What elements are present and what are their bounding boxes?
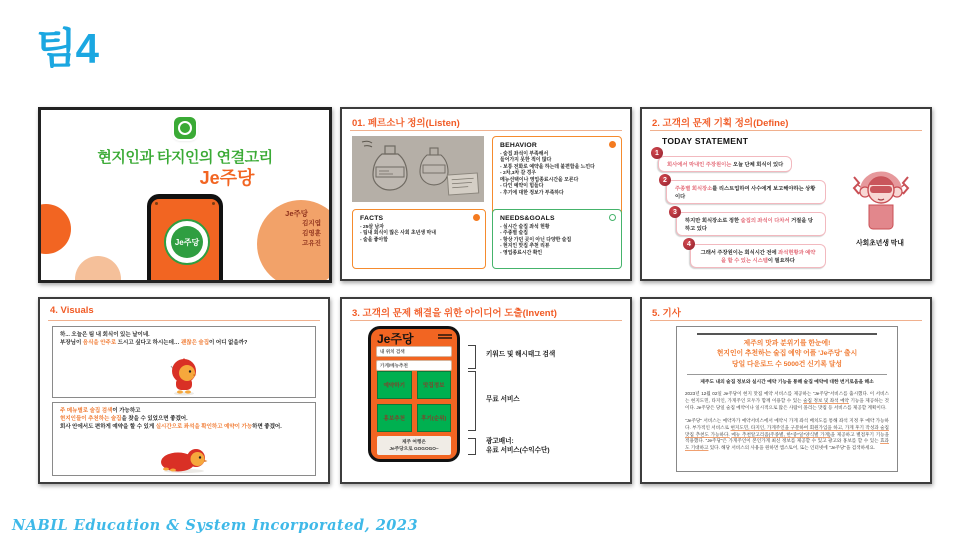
annotation-line: 유료 서비스(수익수단) [486, 447, 550, 455]
bottles-sketch-illustration [352, 136, 484, 202]
text-segment: 메뉴 추천알고리즘(주종별, 한*중*일*양식별 가게) [731, 431, 831, 437]
team-members [285, 208, 321, 249]
facts-item: - 25살 남자 [360, 225, 384, 230]
text-segment: 기능을 제공하는 것이다. Je주당은 당일 술집 예약이나 일시적으로 많은 사람이 몰리는 맛집 등 서비스를 제공할 계획이다. [685, 397, 889, 410]
text-segment: 효과도 기대하고 [685, 438, 889, 451]
heading-rule [350, 130, 622, 131]
statement-number-badge: 1 [651, 147, 663, 159]
slide-invent [340, 297, 632, 484]
app-menu-button: 맛집정보 [417, 371, 452, 399]
facts-title: FACTS [360, 215, 384, 222]
slide-define [640, 107, 932, 281]
banner-line: 제주 여행은 [402, 439, 426, 445]
needs-item: - 영업종료시간 확인 [500, 250, 543, 256]
annotation-ad-banner [486, 437, 550, 455]
visual-box-problem [52, 326, 316, 398]
article-headline [685, 339, 889, 371]
statement-box: 주종별 회식장소를 리스트업하여 사수에게 보고해야하는 상황이다 [666, 180, 826, 204]
facts-box [352, 209, 486, 269]
app-round-logo [164, 219, 210, 265]
today-statement-label: TODAY STATEMENT [662, 136, 749, 146]
behavior-box [492, 136, 622, 218]
slide-heading: 3. 고객의 문제 해결을 위한 아이디어 도출(Invent) [352, 308, 557, 319]
heading-rule [350, 320, 622, 321]
behavior-item: 메뉴선택이나 영업종료시간을 모른다 [500, 177, 579, 183]
facts-item: - 팀내 회식이 많은 사회 초년생 막내 [360, 231, 436, 237]
app-menu-button: 홍보추천 [377, 404, 412, 432]
statement-box: 하지만 회식장소로 정한 술집의 좌석이 다차서 거절을 당하고 있다 [676, 212, 826, 236]
article-rule [697, 333, 877, 335]
visual-text [60, 408, 308, 432]
needs-goals-box [492, 209, 622, 269]
camera-dot-icon [155, 202, 158, 205]
decor-circle-bottom [75, 256, 121, 283]
news-article [676, 326, 898, 472]
statement-number-badge: 3 [669, 206, 681, 218]
behavior-title: BEHAVIOR [500, 142, 537, 149]
text-segment: 현지도민, 타지인, 가게주인을 구분하여 회원가입을 하고, 가게 후기 작성과 술집 맛집 추천도 가능하다. [685, 424, 889, 437]
footer-credit: NABIL Education & System Incorporated, 2023 [12, 517, 419, 534]
heading-rule [48, 320, 320, 321]
needs-item: - 현지인 맛집 추천 리뷰 [500, 244, 550, 250]
app-title: Je주당 [377, 332, 414, 346]
text-line: 주 메뉴별로 술집 검색이 가능하고 [60, 408, 141, 414]
article-subhead: 제주도 내의 술집 정보와 실시간 예약 기능을 통해 술집 예약에 대한 번거로움을 해소 [700, 380, 874, 386]
annotation-free-service: 무료 서비스 [486, 396, 520, 403]
statement-row [655, 149, 826, 172]
annotation-line: 광고배너: [486, 438, 514, 445]
orange-dot-icon [609, 141, 616, 148]
text-line: 하... 오늘은 팀 내 회식이 있는 날이네. [60, 332, 150, 338]
slide-heading: 5. 기사 [652, 308, 681, 319]
app-logo-icon [174, 117, 196, 139]
green-ring-icon [609, 214, 616, 221]
banner-line: Je주당으로 GOGOGO~ [389, 445, 439, 451]
slide-visuals [38, 297, 330, 484]
needs-item: - 주종별 술집 [500, 231, 528, 237]
visual-text [60, 332, 308, 348]
bracket [468, 345, 476, 369]
article-headline-line: 제주의 맛과 분위기를 한눈에! [743, 339, 831, 347]
persona-sketch-photo [352, 136, 484, 202]
bracket [468, 438, 476, 455]
slide-article [640, 297, 932, 484]
facts-item: - 술을 좋아함 [360, 237, 388, 243]
slide-persona [340, 107, 632, 281]
article-paragraph [685, 391, 889, 412]
slide-heading: 01. 페르소나 정의(Listen) [352, 118, 460, 129]
search-input: 내 위치 검색 [376, 346, 452, 357]
slide-heading: 2. 고객의 문제 기획 정의(Define) [652, 118, 789, 129]
phone-screen [151, 199, 219, 283]
visual-box-needs [52, 402, 316, 476]
behavior-item: - 술집 좌석이 부족해서 [500, 152, 549, 157]
statement-number-badge: 4 [683, 238, 695, 250]
statement-box: 회사에서 막내인 주장원이는 오늘 단체 회식이 있다 [658, 156, 792, 172]
heading-rule [650, 320, 922, 321]
chick-lying-illustration [53, 446, 315, 474]
search-input: 가게/메뉴추천 [376, 360, 452, 371]
app-wireframe-screen [371, 329, 457, 459]
statement-row [687, 240, 826, 268]
text-segment: 2023년 12월 02일 Je주당이 현지 맛집 예약 서비스를 제공하는 "Je주당"서비스를 출시했다. 이 서비스는 현지도민, 타지인, 가게주인 모두가 함께 이용할 수 있는 [685, 391, 889, 403]
behavior-item: - 2차,3차 갈 경우 [500, 171, 537, 177]
behavior-item: - 후기에 대한 정보가 부족하다 [500, 190, 564, 196]
app-button-grid [377, 371, 451, 432]
persona-caption: 사회초년생 막내 [856, 240, 904, 247]
text-segment: 있다. 해당 서비스의 사용을 원하면 앱스토어, 또는 인터넷에 "Je주당"을 검색하세요. [708, 445, 876, 451]
text-segment: 을 제공하고 별점후기 기능을 적용했다. "Je주당"은 가게주인이 본인가게 최신 정보를 제공할 수 있고 광고와 홍보를 할 수 있는 [685, 431, 890, 444]
app-menu-button: 후기(순위) [417, 404, 452, 432]
statement-number-badge: 2 [659, 174, 671, 186]
cover-app-name: Je주당 [199, 168, 255, 188]
needs-goals-title: NEEDS&GOALS [500, 215, 555, 222]
slide-cover [38, 107, 332, 283]
heading-rule [650, 130, 922, 131]
text-line: 현지인들이 추천하는 술집을 찾을 수 있었으면 좋겠어. [60, 415, 188, 422]
text-line: 회사 안에서도 편하게 예약을 할 수 있게 실시간으로 좌석을 확인하고 예약이 가능하면 좋겠어. [60, 423, 282, 430]
needs-item: - 항상 가던 곳이 아닌 다양한 술집 [500, 237, 572, 243]
orange-dot-icon [473, 214, 480, 221]
annotation-search: 키워드 및 해시태그 검색 [486, 351, 556, 358]
chick-character-illustration [53, 356, 315, 396]
stressed-person-illustration [848, 161, 914, 238]
slide-heading: 4. Visuals [50, 305, 94, 316]
article-headline-line: 현지인이 추천하는 술집 예약 어플 'Je주당' 출시 [716, 350, 858, 358]
small-text-placeholder [438, 334, 452, 340]
cover-title: 현지인과 타지인의 연결고리 [97, 149, 273, 166]
camera-dot-icon [212, 202, 215, 205]
statement-box: 그래서 주장원이는 회식시간 전에 좌석현황과 예약을 할 수 있는 시스템이 필요하다 [690, 244, 826, 268]
app-wireframe-phone [368, 326, 460, 462]
team-label: Je주당 [285, 209, 308, 218]
ad-banner [377, 436, 451, 455]
page-title: 팀4 [36, 25, 98, 72]
bracket [468, 371, 476, 431]
member-name: 김영훈 [302, 230, 321, 237]
statement-row [663, 176, 826, 204]
article-headline-line: 당일 다운로드 수 5000건 신기록 달성 [732, 360, 842, 368]
member-name: 김지엽 [302, 220, 321, 228]
member-name: 고유진 [302, 239, 321, 247]
behavior-item: 들어가지 못한 적이 많다 [500, 158, 552, 164]
needs-item: - 실시간 술집 좌석 현황 [500, 225, 550, 230]
article-paragraph [685, 418, 889, 452]
decor-circle-left [38, 204, 71, 254]
text-segment: "Je주당" 서비스는 예약자가 예약서비스에서 예약시 가게 좌석 배치도를 통해 좌석 지정 후 예약 가능하다. 부가적인 서비스로 [685, 417, 889, 430]
app-logo-label: Je주당 [171, 226, 203, 258]
behavior-item: - 다인 예약이 힘들다 [500, 184, 544, 190]
app-menu-button: 예약하기 [377, 371, 412, 399]
statement-row [673, 208, 826, 236]
behavior-item: - 보통 전화로 예약을 하는데 불편함을 느낀다 [500, 164, 595, 170]
phone-mockup [147, 194, 223, 283]
article-rule [687, 374, 887, 375]
statement-list [655, 149, 826, 276]
text-segment: 술집 정보 및 좌석 예약 [803, 397, 849, 403]
text-line: 부장님이 음식을 안주로 드시고 싶다고 하시는데… 괜찮은 술집이 어디 없을까? [60, 339, 248, 346]
